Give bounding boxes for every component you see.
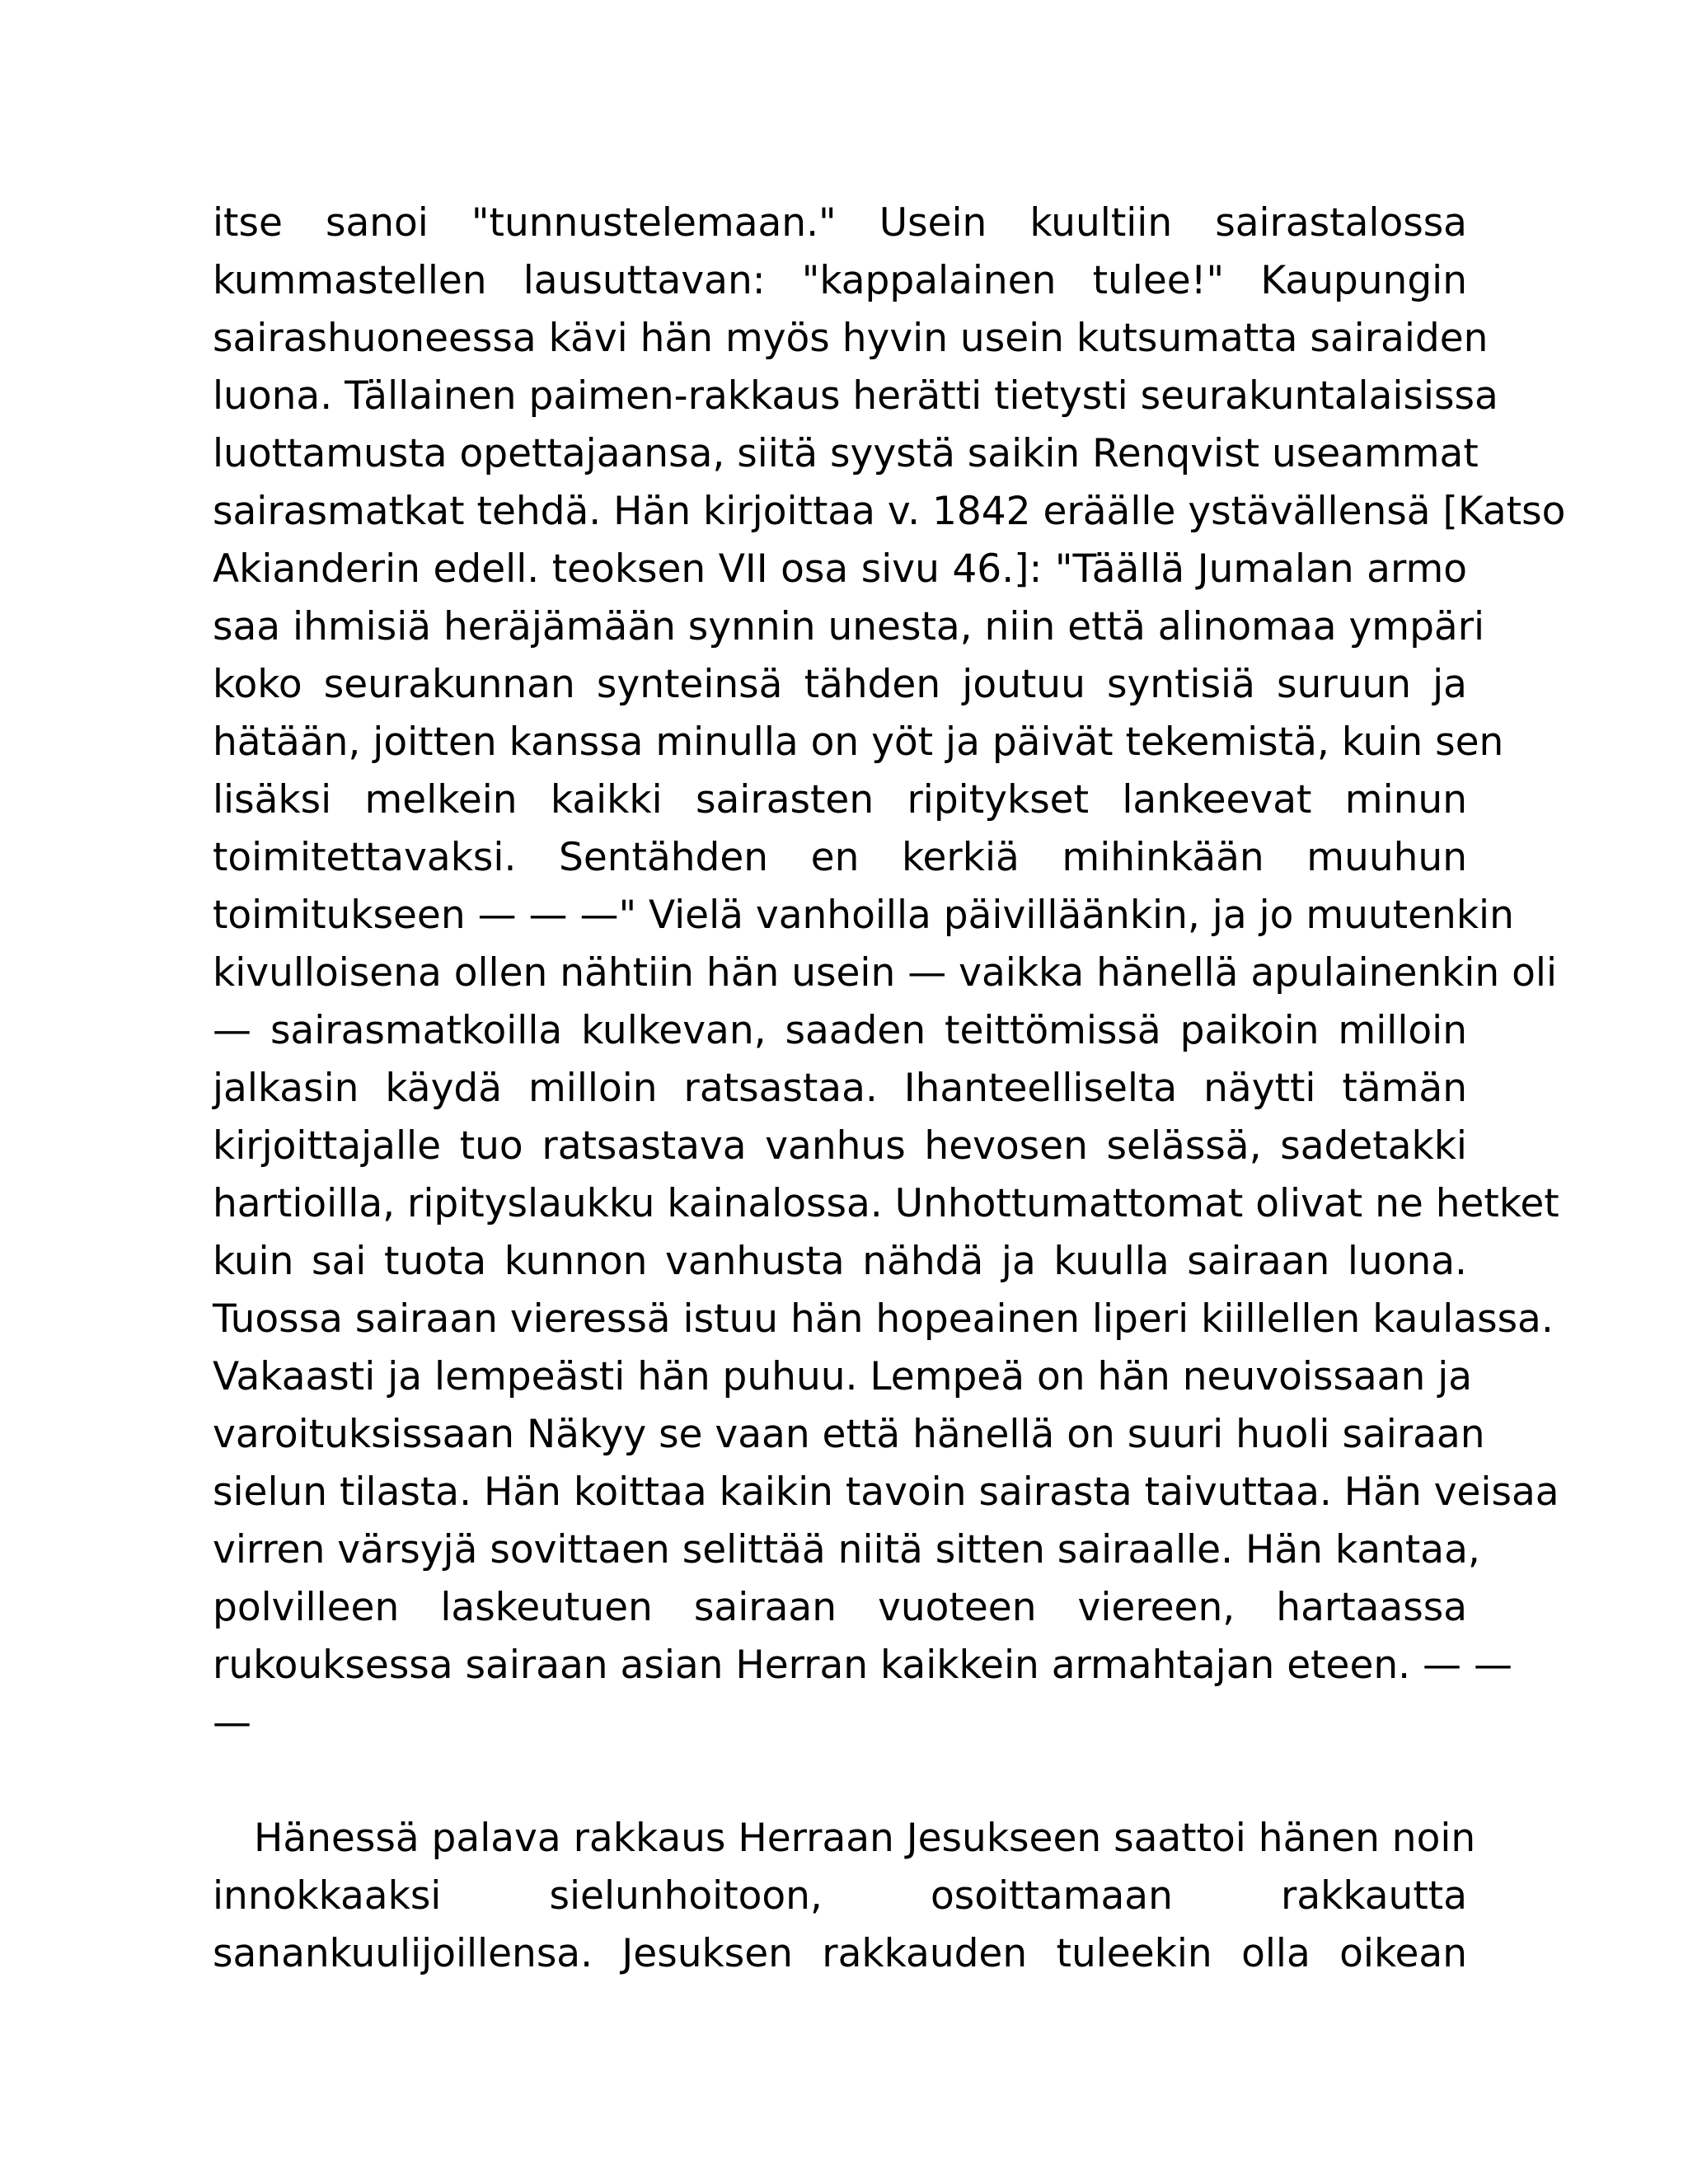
text-line: koko seurakunnan synteinsä tähden joutuu syntisiä suruun ja xyxy=(213,662,1467,707)
text-line: jalkasin käydä milloin ratsastaa. Ihanteelliselta näytti tämän xyxy=(213,1066,1467,1111)
text-line: varoituksissaan Näkyy se vaan että hänellä on suuri huoli sairaan xyxy=(213,1412,1485,1457)
text-line: saa ihmisiä heräjämään synnin unesta, niin että alinomaa ympäri xyxy=(213,604,1485,649)
text-line: luona. Tällainen paimen-rakkaus herätti tietysti seurakuntalaisissa xyxy=(213,373,1498,419)
text-line: luottamusta opettajaansa, siitä syystä saikin Renqvist useammat xyxy=(213,431,1479,476)
text-line: lisäksi melkein kaikki sairasten ripitykset lankeevat minun xyxy=(213,777,1467,823)
text-line: toimitukseen — — —" Vielä vanhoilla päivilläänkin, ja jo muutenkin xyxy=(213,893,1514,938)
text-line: polvilleen laskeutuen sairaan vuoteen viereen, hartaassa xyxy=(213,1585,1467,1630)
text-line: rukouksessa sairaan asian Herran kaikkein armahtajan eteen. — — xyxy=(213,1643,1513,1688)
text-line: kirjoittajalle tuo ratsastava vanhus hevosen selässä, sadetakki xyxy=(213,1123,1467,1169)
text-line: Hänessä palava rakkaus Herraan Jesukseen saattoi hänen noin xyxy=(254,1816,1476,1861)
text-line: hätään, joitten kanssa minulla on yöt ja päivät tekemistä, kuin sen xyxy=(213,719,1504,765)
text-line: Akianderin edell. teoksen VII osa sivu 46.]: "Täällä Jumalan armo xyxy=(213,546,1467,592)
text-line: kivulloisena ollen nähtiin hän usein — vaikka hänellä apulainenkin oli xyxy=(213,950,1558,996)
text-line: kuin sai tuota kunnon vanhusta nähdä ja kuulla sairaan luona. xyxy=(213,1239,1467,1284)
text-line: Tuossa sairaan vieressä istuu hän hopeainen liperi kiillellen kaulassa. xyxy=(213,1296,1554,1342)
text-line: toimitettavaksi. Sentähden en kerkiä mihinkään muuhun xyxy=(213,835,1467,880)
text-line: sielun tilasta. Hän koittaa kaikin tavoin sairasta taivuttaa. Hän veisaa xyxy=(213,1469,1559,1515)
paragraph-1 xyxy=(213,194,1566,1752)
document-page xyxy=(213,194,1566,1983)
text-line: sairasmatkat tehdä. Hän kirjoittaa v. 1842 eräälle ystävällensä [Katso xyxy=(213,489,1566,534)
text-line: innokkaaksi sielunhoitoon, osoittamaan rakkautta xyxy=(213,1873,1467,1919)
text-line: itse sanoi "tunnustelemaan." Usein kuultiin sairastalossa xyxy=(213,200,1467,246)
text-line: — xyxy=(213,1700,251,1746)
text-line: sairashuoneessa kävi hän myös hyvin usein kutsumatta sairaiden xyxy=(213,316,1489,361)
paragraph-spacer xyxy=(213,1752,1467,1810)
text-line: virren värsyjä sovittaen selittää niitä sitten sairaalle. Hän kantaa, xyxy=(213,1527,1480,1572)
text-line: — sairasmatkoilla kulkevan, saaden teittömissä paikoin milloin xyxy=(213,1008,1467,1053)
text-line: Vakaasti ja lempeästi hän puhuu. Lempeä on hän neuvoissaan ja xyxy=(213,1354,1473,1399)
text-line: sanankuulijoillensa. Jesuksen rakkauden tuleekin olla oikean xyxy=(213,1931,1467,1976)
paragraph-2 xyxy=(213,1810,1476,1983)
text-line: hartioilla, ripityslaukku kainalossa. Unhottumattomat olivat ne hetket xyxy=(213,1181,1559,1226)
text-line: kummastellen lausuttavan: "kappalainen tulee!" Kaupungin xyxy=(213,258,1467,303)
